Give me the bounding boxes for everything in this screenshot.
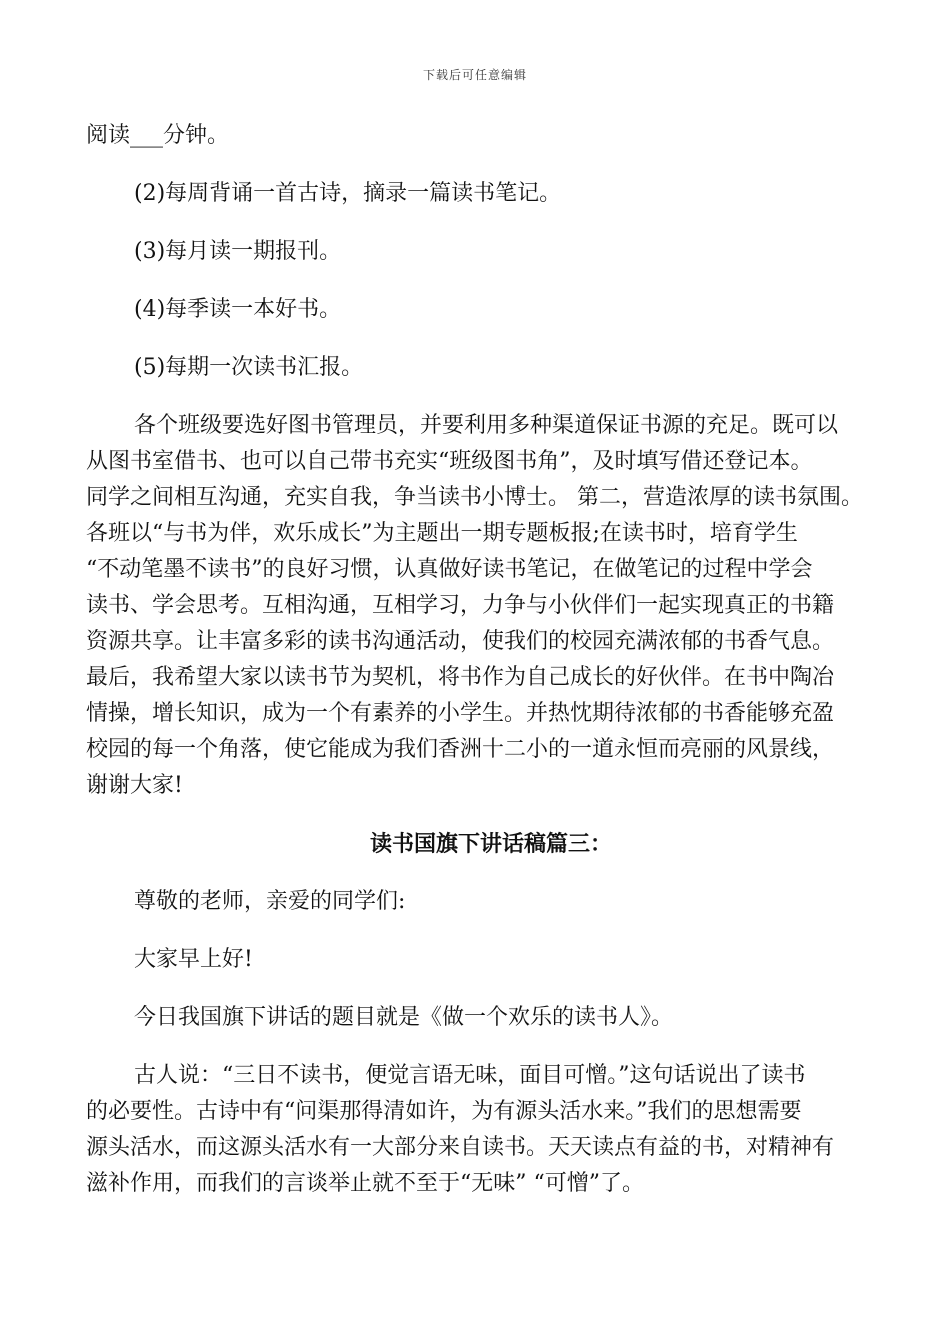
body-line: “不动笔墨不读书”的良好习惯，认真做好读书笔记，在做笔记的过程中学会 (86, 557, 813, 582)
body-line: 校园的每一个角落，使它能成为我们香洲十二小的一道永恒而亮丽的风景线， (86, 737, 835, 762)
list-item-3: (3)每月读一期报刊。 (134, 239, 342, 264)
morning-line: 大家早上好! (134, 947, 253, 972)
body-line: 古人说：“三日不读书，便觉言语无味，面目可憎。”这句话说出了读书 (134, 1063, 806, 1088)
page-header: 下载后可任意编辑 (422, 68, 527, 82)
body-line: 源头活水，而这源头活水有一大部分来自读书。天天读点有益的书，对精神有 (86, 1135, 835, 1160)
topic-line: 今日我国旗下讲话的题目就是《做一个欢乐的读书人》。 (134, 1005, 674, 1030)
greeting-line: 尊敬的老师，亲爱的同学们: (134, 889, 406, 914)
quote-paragraph (86, 1058, 876, 1202)
reading-minutes-line: 阅读___分钟。 (86, 123, 230, 148)
body-line: 的必要性。古诗中有“问渠那得清如许，为有源头活水来。”我们的思想需要 (86, 1099, 802, 1124)
body-line: 同学之间相互沟通，充实自我，争当读书小博士。 第二，营造浓厚的读书氛围。 (86, 485, 863, 510)
body-line: 从图书室借书、也可以自己带书充实“班级图书角”，及时填写借还登记本。 (86, 449, 813, 474)
body-line: 各个班级要选好图书管理员，并要利用多种渠道保证书源的充足。既可以 (134, 413, 839, 438)
body-line: 各班以“与书为伴，欢乐成长”为主题出一期专题板报;在读书时，培育学生 (86, 521, 798, 546)
body-line: 读书、学会思考。互相沟通，互相学习，力争与小伙伴们一起实现真正的书籍 (86, 593, 835, 618)
body-line: 谢谢大家! (86, 773, 183, 798)
list-item-5: (5)每期一次读书汇报。 (134, 355, 364, 380)
body-line: 情操，增长知识，成为一个有素养的小学生。并热忱期待浓郁的书香能够充盈 (86, 701, 835, 726)
body-line: 最后，我希望大家以读书节为契机，将书作为自己成长的好伙伴。在书中陶冶 (86, 665, 835, 690)
section-heading: 读书国旗下讲话稿篇三： (369, 831, 612, 857)
list-item-4: (4)每季读一本好书。 (134, 297, 342, 322)
list-item-2: (2)每周背诵一首古诗，摘录一篇读书笔记。 (134, 181, 562, 206)
body-paragraph (86, 408, 876, 804)
document-content (86, 118, 876, 1202)
body-line: 滋补作用，而我们的言谈举止就不至于“无味” “可憎”了。 (86, 1171, 644, 1196)
body-line: 资源共享。让丰富多彩的读书沟通活动，使我们的校园充满浓郁的书香气息。 (86, 629, 835, 654)
